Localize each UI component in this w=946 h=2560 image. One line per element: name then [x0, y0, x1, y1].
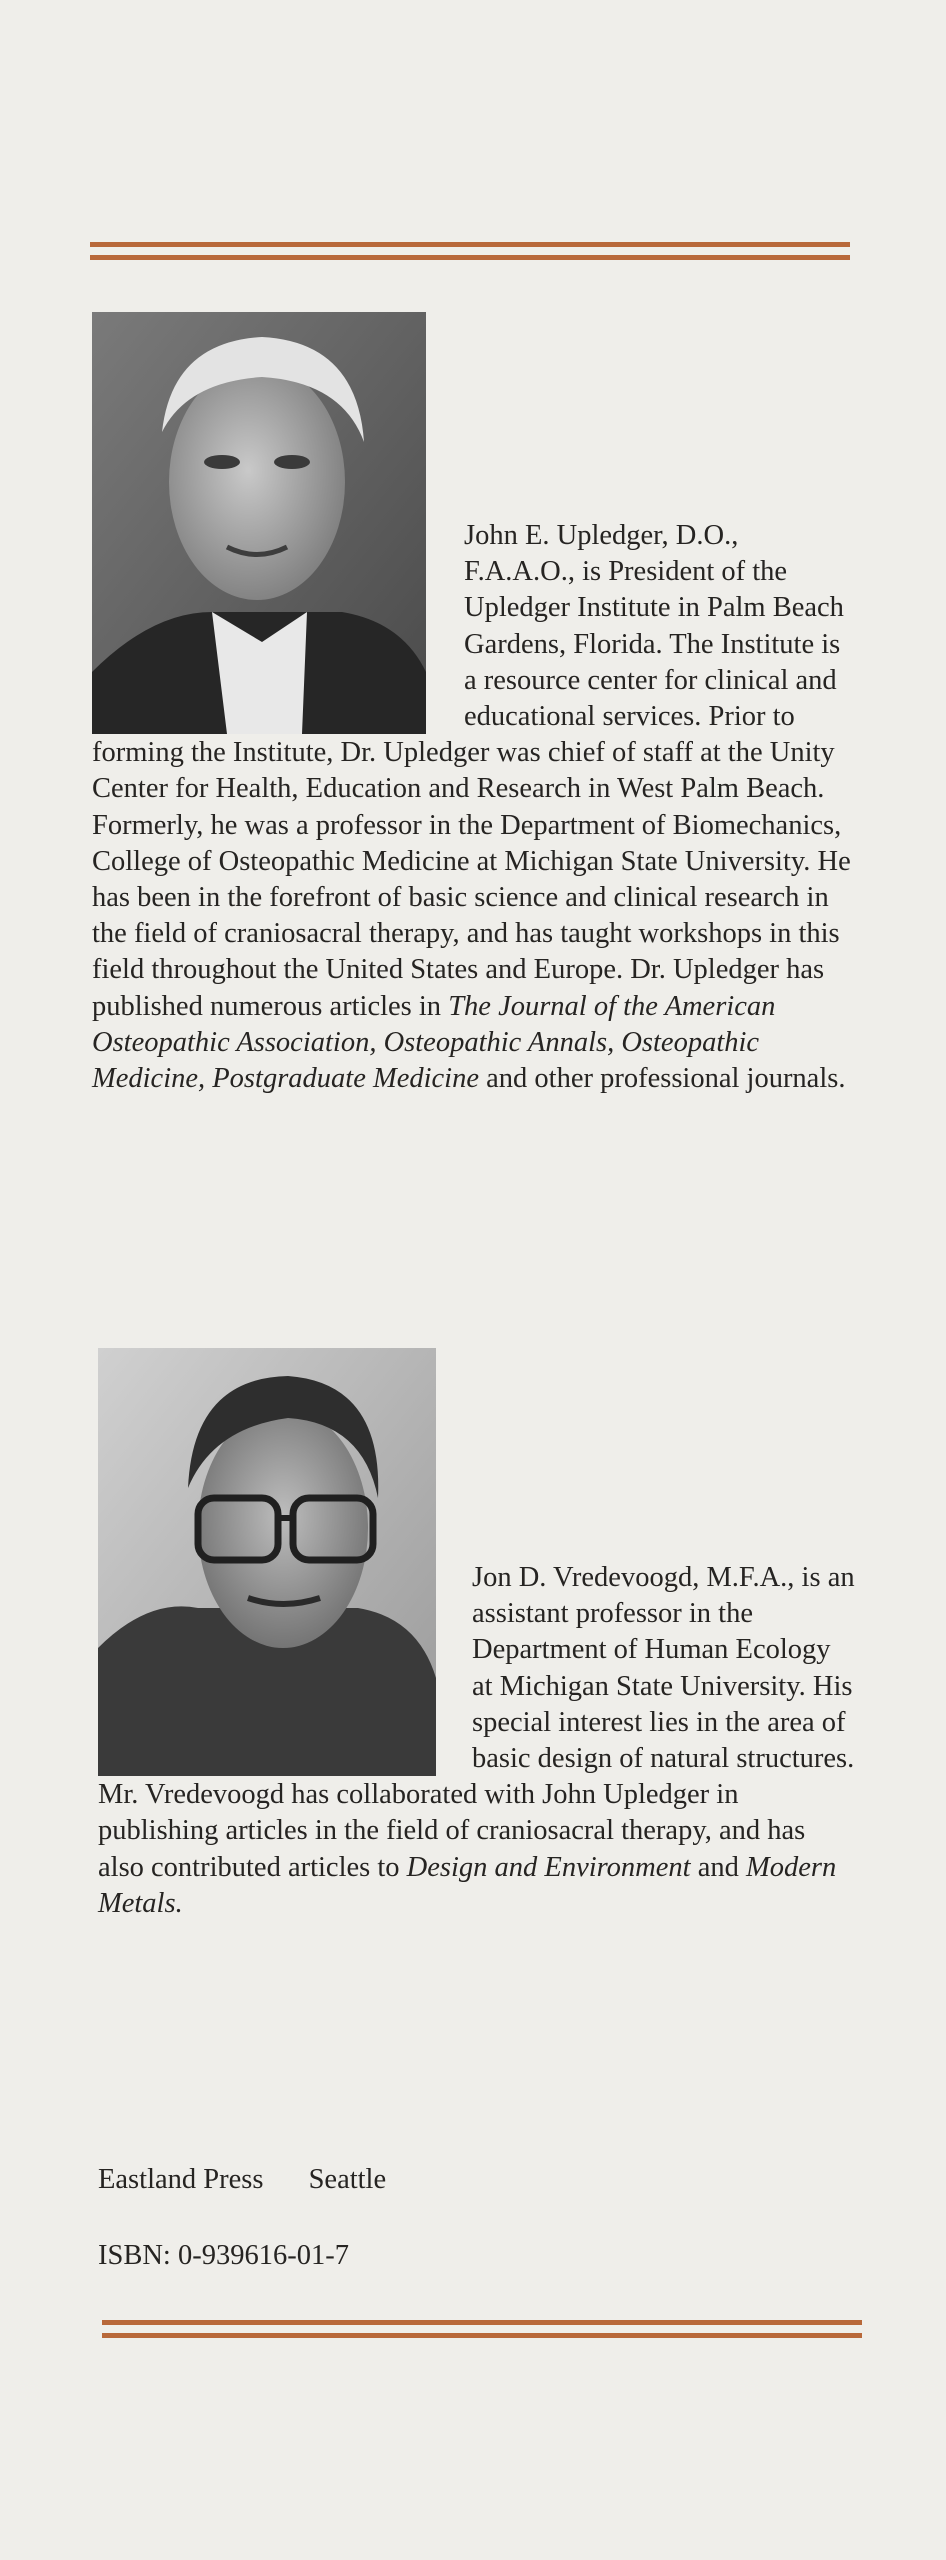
isbn-line: ISBN: 0-939616-01-7: [98, 2240, 349, 2271]
bio-text-upledger: John E. Upledger, D.O., F.A.A.O., is President of the Upledger Institute in Palm Beach Gardens, Florida. The Institute is a resource center for clinical and educational services. Prior to forming the Institute, Dr. Upledger was chief of staff at the Unity Center for Health, Education and Research in West Palm Beach. Formerly, he was a professor in the Department of Biomechanics, College of Osteopathic Medicine at Michigan State University. He has been in the forefront of basic science and clinical research in the field of craniosacral therapy, and has taught workshops in this field throughout the United States and Europe. Dr. Upledger has published numerous articles in: [92, 520, 851, 1022]
publisher-line: [98, 2162, 386, 2198]
publisher-name: Eastland Press: [98, 2164, 264, 2195]
rule-line: [102, 2320, 862, 2325]
publisher-city: Seattle: [308, 2164, 387, 2195]
author-portrait-icon: [98, 1348, 436, 1776]
top-divider-rule: [90, 242, 850, 263]
journals-italic: The Journal of the American Osteopathic Association, Osteopathic Annals, Osteopathic Medicine, Postgraduate Medicine: [92, 990, 776, 1095]
bio-text-vredevoogd: Jon D. Vredevoogd, M.F.A., is an assistant professor in the Department of Human Ecology at Michigan State University. His special interest lies in the area of basic design of natural structures. Mr. Vredevoogd has collaborated with John Upledger in publishing articles in the field of craniosacral therapy, and has also contributed articles to: [98, 1562, 855, 1883]
rule-line: [90, 255, 850, 260]
author-bio-vredevoogd: [98, 1348, 858, 1922]
rule-line: [90, 242, 850, 247]
journal-italic-design: Design and Environment: [406, 1851, 691, 1883]
author-bio-upledger: [92, 312, 852, 1097]
bottom-divider-rule: [102, 2320, 862, 2341]
rule-line: [102, 2333, 862, 2338]
author-photo-vredevoogd: [98, 1348, 436, 1776]
author-portrait-icon: [92, 312, 426, 734]
bio-text-upledger-end: and other professional journals.: [479, 1063, 846, 1095]
bio-text-and: and: [690, 1851, 746, 1883]
author-photo-upledger: [92, 312, 426, 734]
journal-italic-metals: Modern Metals.: [98, 1851, 837, 1919]
